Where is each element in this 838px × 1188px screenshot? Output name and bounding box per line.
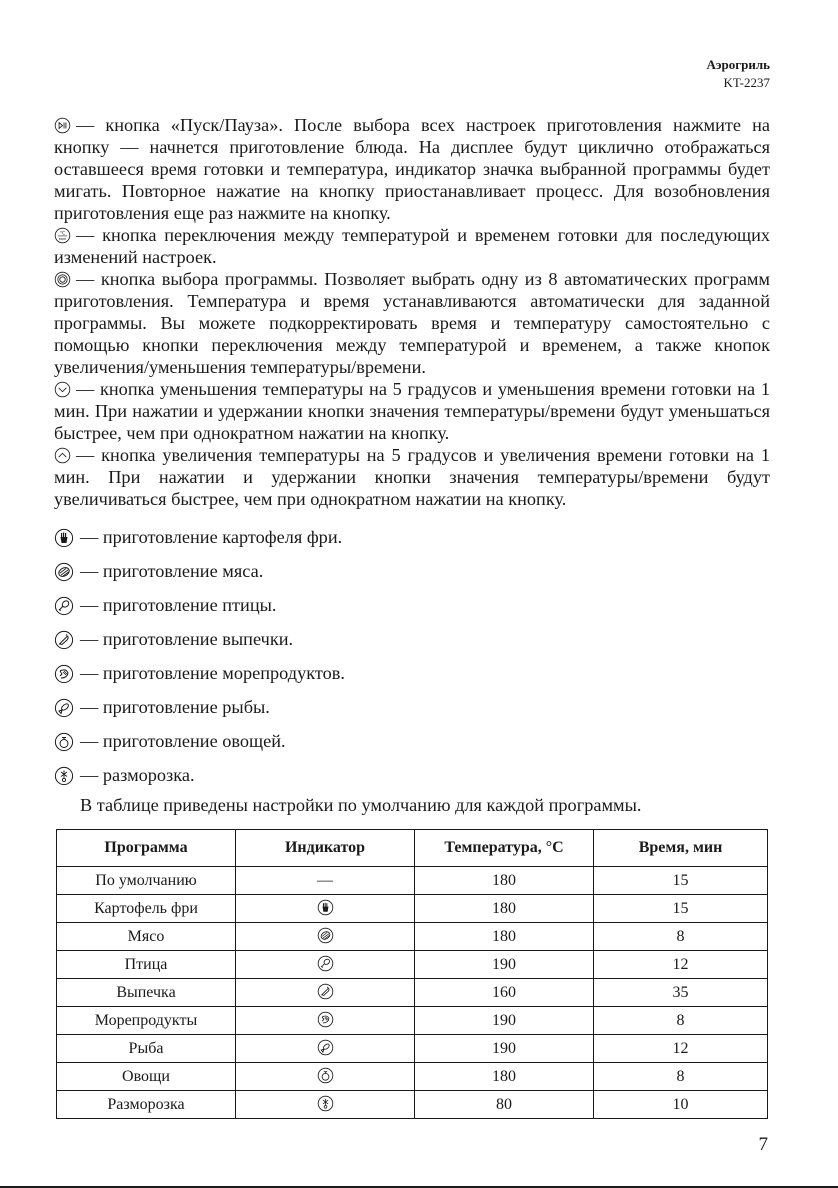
- header-temperature: Температура, °С: [415, 830, 594, 867]
- cell-temperature: 190: [415, 1035, 594, 1063]
- cell-indicator: [236, 979, 415, 1007]
- play-pause-icon: [54, 117, 71, 134]
- cell-time: 35: [594, 979, 768, 1007]
- cell-indicator: [236, 1091, 415, 1119]
- button-description: [54, 444, 770, 510]
- poultry-icon: [317, 955, 334, 972]
- program-item: [54, 554, 770, 588]
- seafood-icon: [54, 664, 74, 684]
- header-program: Программа: [57, 830, 236, 867]
- cell-temperature: 180: [415, 923, 594, 951]
- seafood-icon: [317, 1011, 334, 1028]
- button-description: [54, 268, 770, 378]
- indicator-text: —: [317, 871, 333, 889]
- program-item: [54, 656, 770, 690]
- cell-program: Овощи: [57, 1063, 236, 1091]
- program-item: [54, 724, 770, 758]
- button-description: [54, 378, 770, 444]
- table-row: [57, 1007, 768, 1035]
- table-intro: В таблице приведены настройки по умолчанию для каждой программы.: [80, 795, 642, 815]
- cell-program: Морепродукты: [57, 1007, 236, 1035]
- cell-indicator: [236, 951, 415, 979]
- button-descriptions: [54, 114, 770, 510]
- header-time: Время, мин: [594, 830, 768, 867]
- header-brand: Аэрогриль: [706, 57, 770, 72]
- cell-program: Птица: [57, 951, 236, 979]
- fish-icon: [54, 698, 74, 718]
- cell-time: 8: [594, 923, 768, 951]
- vegetables-icon: [54, 732, 74, 752]
- table-row: [57, 1091, 768, 1119]
- program-item: [54, 588, 770, 622]
- cell-program: Картофель фри: [57, 895, 236, 923]
- description-text: — кнопка выбора программы. Позволяет выбрать одну из 8 автоматических программ приготовления. Температура и время устанавливаются автоматически для заданной программы. Вы можете подкорректировать время и температуру самостоятельно с помощью кнопки переключения между температурой и временем, а также кнопок увеличения/уменьшения температуры/времени.: [54, 269, 770, 377]
- meat-icon: [317, 927, 334, 944]
- default-settings-table: [56, 829, 768, 1119]
- meat-icon: [54, 562, 74, 582]
- cell-time: 10: [594, 1091, 768, 1119]
- table-header-row: [57, 830, 768, 867]
- cell-program: Разморозка: [57, 1091, 236, 1119]
- cell-temperature: 180: [415, 895, 594, 923]
- button-description: [54, 224, 770, 268]
- defrost-icon: [54, 766, 74, 786]
- cell-indicator: [236, 1007, 415, 1035]
- cell-indicator: [236, 895, 415, 923]
- description-text: — кнопка «Пуск/Пауза». После выбора всех настроек приготовления нажмите на кнопку — начнется приготовление блюда. На дисплее будут циклично отображаться оставшееся время готовки и температура, индикатор значка выбранной программы будет мигать. Повторное нажатие на кнопку приостанавливает процесс. Для возобновления приготовления еще раз нажмите на кнопку.: [54, 115, 770, 223]
- cell-temperature: 180: [415, 1063, 594, 1091]
- table-row: [57, 923, 768, 951]
- program-list: [54, 520, 770, 792]
- vegetables-icon: [317, 1067, 334, 1084]
- defrost-icon: [317, 1095, 334, 1112]
- chevron-down-icon: [54, 381, 71, 398]
- table-row: [57, 1035, 768, 1063]
- description-text: — кнопка увеличения температуры на 5 градусов и увеличения времени готовки на 1 мин. При нажатии и удержании кнопки значения температуры/времени будут увеличиваться быстрее, чем при однократном нажатии на кнопку.: [54, 445, 770, 509]
- button-description: [54, 114, 770, 224]
- chevron-up-icon: [54, 447, 71, 464]
- program-text: — приготовление выпечки.: [80, 629, 294, 649]
- table-row: [57, 1063, 768, 1091]
- fish-icon: [317, 1039, 334, 1056]
- description-text: — кнопка уменьшения температуры на 5 градусов и уменьшения времени готовки на 1 мин. При нажатии и удержании кнопки значения температуры/времени будут уменьшаться быстрее, чем при однократном нажатии на кнопку.: [54, 379, 770, 443]
- table-row: [57, 951, 768, 979]
- fries-icon: [317, 899, 334, 916]
- program-text: — приготовление овощей.: [80, 731, 286, 751]
- page-header: [706, 56, 770, 92]
- cell-temperature: 80: [415, 1091, 594, 1119]
- cell-program: По умолчанию: [57, 867, 236, 895]
- table-row: [57, 895, 768, 923]
- program-text: — разморозка.: [80, 765, 195, 785]
- program-text: — приготовление картофеля фри.: [80, 527, 343, 547]
- program-text: — приготовление рыбы.: [80, 697, 270, 717]
- cell-indicator: [236, 1063, 415, 1091]
- program-item: [54, 690, 770, 724]
- fries-icon: [54, 528, 74, 548]
- program-item: [54, 520, 770, 554]
- temp-time-icon: [54, 227, 71, 244]
- cell-temperature: 190: [415, 1007, 594, 1035]
- description-text: — кнопка переключения между температурой и временем готовки для последующих изменений настроек.: [54, 225, 770, 267]
- cell-time: 12: [594, 1035, 768, 1063]
- header-indicator: Индикатор: [236, 830, 415, 867]
- poultry-icon: [54, 596, 74, 616]
- table-row: [57, 979, 768, 1007]
- program-icon: [54, 271, 71, 288]
- page-body: [54, 114, 770, 816]
- cell-program: Мясо: [57, 923, 236, 951]
- cell-temperature: 160: [415, 979, 594, 1007]
- program-text: — приготовление морепродуктов.: [80, 663, 345, 683]
- header-model: KT-2237: [723, 75, 770, 90]
- cell-program: Рыба: [57, 1035, 236, 1063]
- page-number: 7: [758, 1134, 768, 1155]
- cell-program: Выпечка: [57, 979, 236, 1007]
- cell-time: 15: [594, 867, 768, 895]
- cell-indicator: [236, 1035, 415, 1063]
- pastry-icon: [54, 630, 74, 650]
- pastry-icon: [317, 983, 334, 1000]
- cell-time: 8: [594, 1007, 768, 1035]
- program-text: — приготовление мяса.: [80, 561, 264, 581]
- svg-text:°C: °C: [59, 231, 66, 237]
- program-item: [54, 758, 770, 792]
- svg-text:мин: мин: [58, 237, 67, 242]
- cell-time: 8: [594, 1063, 768, 1091]
- program-item: [54, 622, 770, 656]
- cell-time: 15: [594, 895, 768, 923]
- program-text: — приготовление птицы.: [80, 595, 277, 615]
- cell-temperature: 180: [415, 867, 594, 895]
- cell-indicator: [236, 867, 415, 895]
- cell-time: 12: [594, 951, 768, 979]
- table-row: [57, 867, 768, 895]
- cell-temperature: 190: [415, 951, 594, 979]
- cell-indicator: [236, 923, 415, 951]
